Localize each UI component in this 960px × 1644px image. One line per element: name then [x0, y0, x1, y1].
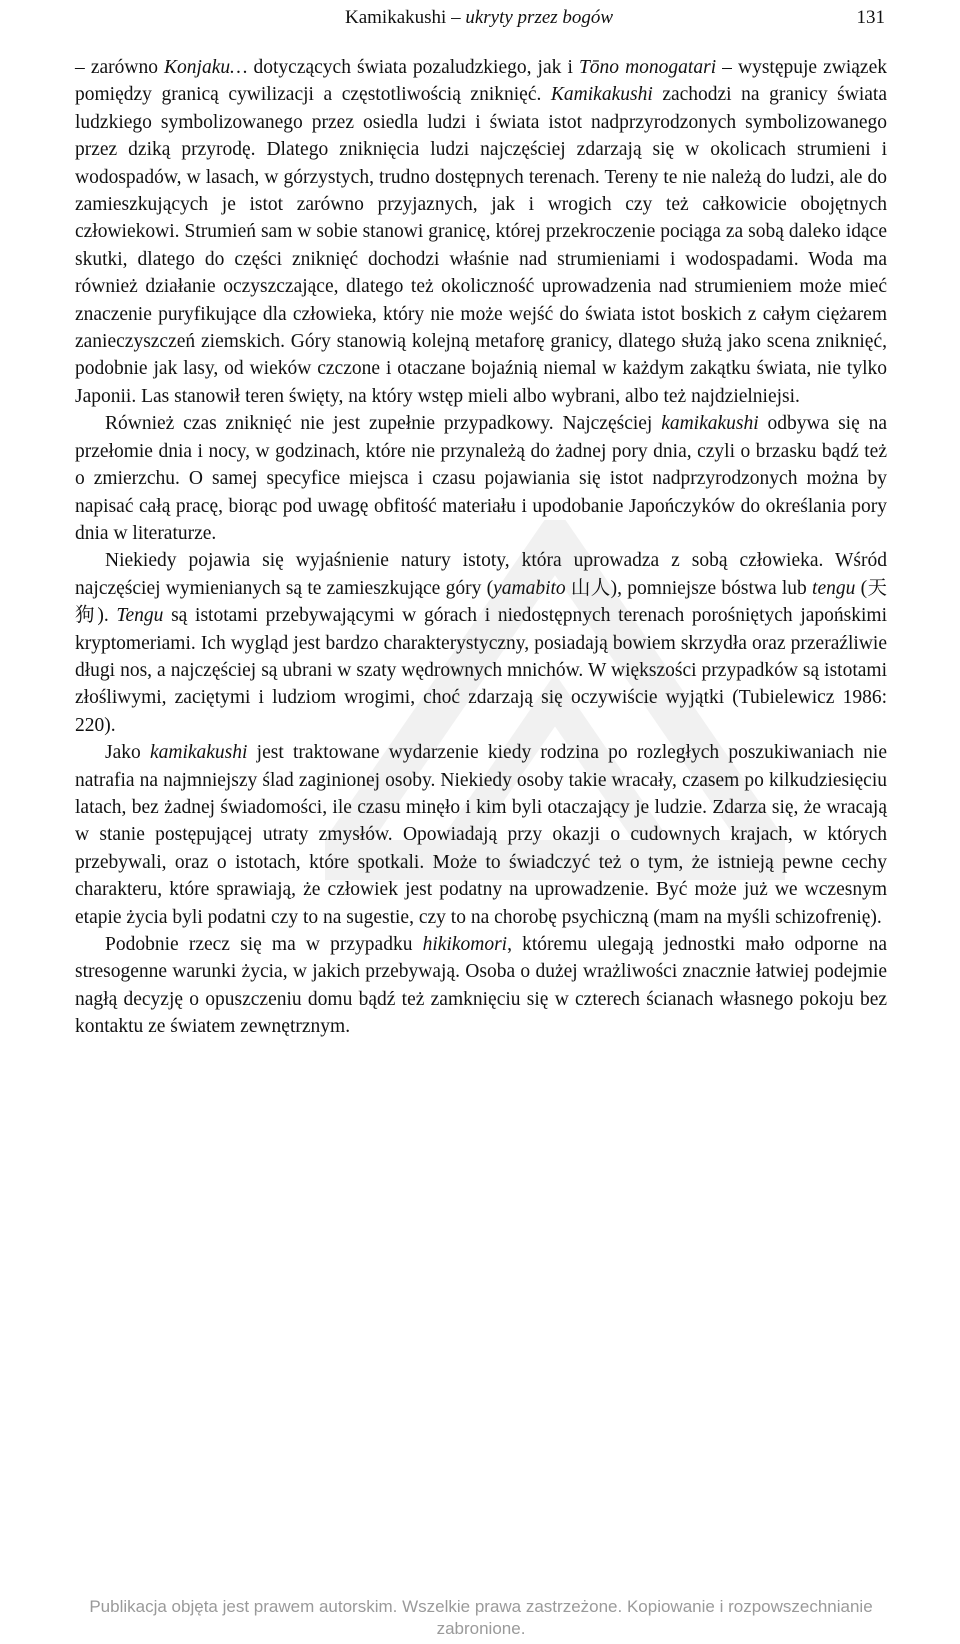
italic-term: hikikomori [422, 934, 508, 955]
italic-term: Tōno monogatari [578, 57, 717, 78]
text-run: 山人), pomniejsze bóstwa lub [565, 577, 813, 599]
italic-term: kamikakushi [149, 742, 248, 764]
paragraph [75, 547, 887, 739]
italic-term: Konjaku… [164, 57, 248, 78]
text-run: jest traktowane wydarzenie kiedy rodzina po rozległych poszukiwaniach nie natrafia na najmniejszy ślad zaginionej osoby. Niekiedy osoby takie wracały, czasem po kilkudziesięciu latach, bez żadnej świadomości, ile czasu minęło i kim byli otaczający je ludzie. Zdarza się, że wracają w stanie postępującej utraty zmysłów. Opowiadają przy okazji o cudownych krajach, w których przebywali, oraz o istotach, które spotkali. Może to świadczyć też o tym, że istnieją pewne cechy charakteru, które sprawiają, że człowiek jest podatny na uprowadzenie. Być może już we wczesnym etapie życia byli podatni czy to na sugestie, czy to na chorobę psychiczną (mam na myśli schizofrenię). [75, 742, 888, 928]
page-number: 131 [856, 7, 885, 28]
text-run: zachodzi na granicy świata ludzkiego symbolizowanego przez osiedla ludzi i świata istot nadprzyrodzonych symbolizowanego przez dziką przyrodę. Dlatego zniknięcia ludzi najczęściej zdarzają się w okolicach strumieni i wodospadów, w lasach, w górzystych, trudno dostępnych terenach. Tereny te nie należą do ludzi, ale do zamieszkujących je istot zarówno przyjaznych, jak i wrogich czy też całkowicie obojętnych człowiekowi. Strumień sam w sobie stanowi granicę, której przekroczenie pociąga za sobą daleko idące skutki, dlatego do części zniknięć dochodzi właśnie nad strumieniami i wodospadami. Woda ma również działanie oczyszczające, dlatego też okoliczność uprowadzenia nad strumieniem może mieć znaczenie puryfikujące dla człowieka, który nie może wejść do świata istot boskich z całym ciężarem zanieczyszczeń ziemskich. Góry stanowią kolejną metaforę granicy, dlatego służą jako scena zniknięć, podobnie jak lasy, od wieków czczone i otaczane bojaźnią niemal w każdym zakątku świata, nie tylko Japonii. Las stanowił teren święty, na który wstęp mieli albo wybrani, albo też najdzielniejsi. [75, 84, 887, 407]
paragraph [75, 410, 887, 547]
paragraph [75, 931, 887, 1041]
running-title [345, 4, 613, 32]
text-run: odbywa się na przełomie dnia i nocy, w godzinach, które nie przynależą do żadnej pory dnia, czyli o brzasku bądź też o zmierzchu. O samej specyfice miejsca i czasu pojawiania się istot nadprzyrodzonych można by napisać całą pracę, biorąc pod uwagę obfitość materiału i upodobanie Japończyków do określania pory dnia w literaturze. [75, 413, 887, 544]
book-page [75, 0, 887, 1644]
italic-term: Kamikakushi [550, 84, 653, 106]
text-run: są istotami przebywającymi w górach i niedostępnych terenach porośniętych japońskimi kryptomeriami. Ich wygląd jest bardzo charakterystyczny, posiadają bowiem skrzydła oraz przeraźliwie długi nos, a najczęściej są ubrani w szaty wędrownych mnichów. W większości przypadków są istotami złośliwymi, zaciętymi i ludziom wrogimi, choć zdarzają się oczywiście wyjątki (Tubielewicz 1986: 220). [75, 605, 888, 736]
text-run: – występuje związek pomiędzy granicą cywilizacji a częstotliwością zniknięć. [75, 57, 887, 106]
italic-term: Tengu [116, 605, 164, 627]
body-text [75, 54, 887, 1041]
text-run: dotyczących świata pozaludzkiego, jak i [247, 57, 579, 78]
running-title-italic: ukryty przez bogów [465, 7, 614, 28]
italic-term: yamabito [493, 577, 566, 599]
running-header [75, 4, 887, 32]
text-run: (天狗). [75, 577, 888, 627]
paragraph [75, 739, 887, 931]
copyright-footer: Publikacja objęta jest prawem autorskim. Wszelkie prawa zastrzeżone. Kopiowanie i rozpowszechnianie zabronione. [89, 1597, 873, 1638]
text-run: , któremu ulegają jednostki mało odporne na stresogenne warunki życia, w jakich przebywają. Osoba o dużej wrażliwości znacznie łatwiej podejmie nagłą decyzję o opuszczeniu domu bądź też zamknięciu się w czterech ścianach własnego pokoju bez kontaktu ze światem zewnętrznym. [75, 934, 887, 1038]
text-run: – zarówno [75, 57, 165, 78]
text-run: Jako [105, 742, 150, 764]
text-run: Również czas zniknięć nie jest zupełnie przypadkowy. Najczęściej [105, 413, 662, 435]
text-run: Podobnie rzecz się ma w przypadku [105, 934, 423, 955]
text-run: Niekiedy pojawia się wyjaśnienie natury istoty, która uprowadza z sobą człowieka. Wśród najczęściej wymienianych są te zamieszkujące góry ( [75, 550, 887, 599]
italic-term: kamikakushi [661, 413, 759, 435]
paragraph [75, 54, 887, 410]
running-title-plain: Kamikakushi – [345, 7, 466, 28]
italic-term: tengu [812, 577, 856, 599]
